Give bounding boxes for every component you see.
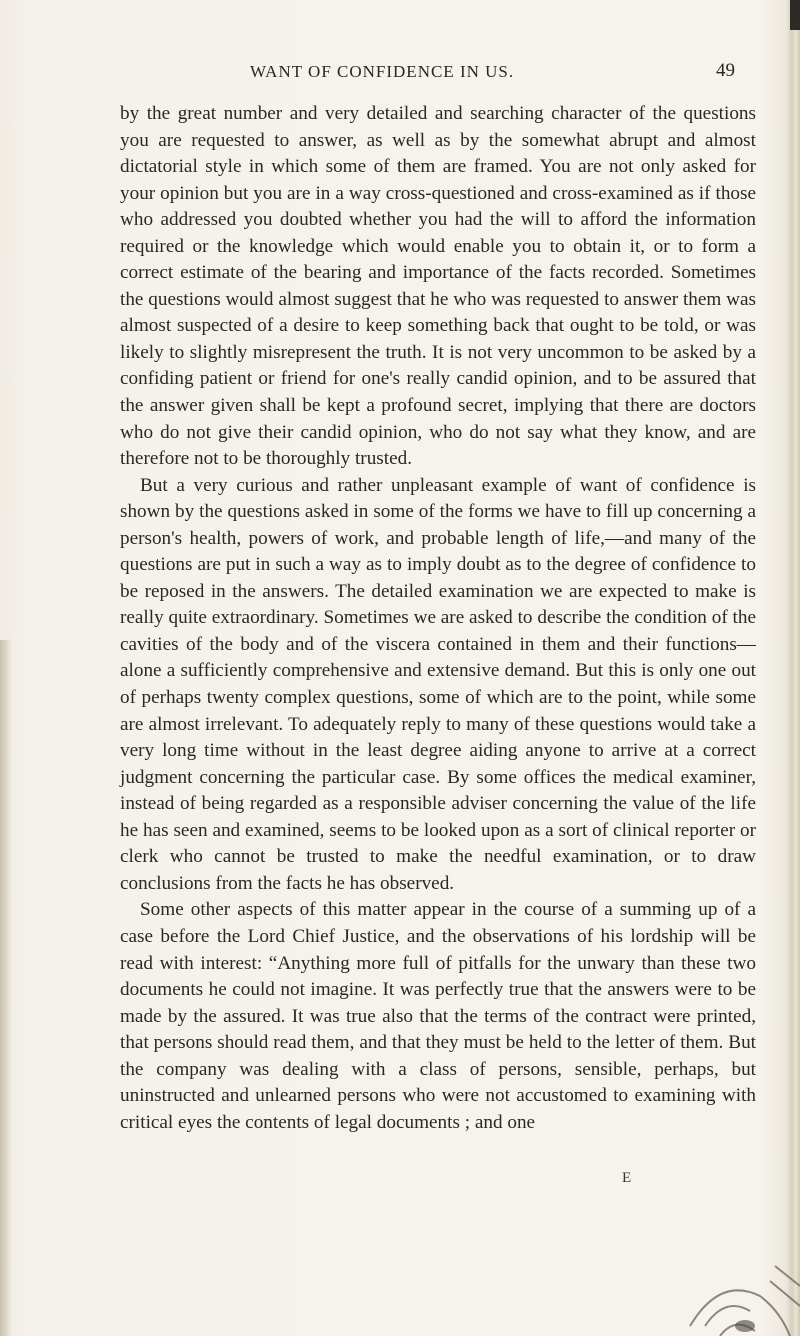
running-head: WANT OF CONFIDENCE IN US. [250,62,515,81]
page-number: 49 [716,60,735,81]
page-gutter-shadow [0,640,12,1336]
body-text [120,101,756,1136]
page-header [0,62,800,92]
paragraph-3: Some other aspects of this matter appear in the course of a summing up of a case before the Lord Chief Justice, and the observations of his lordship will be read with interest: “Anything more full of pitfalls for the unwary than these two documents he could not imagine. It was perfectly true that the answers were to be made by the assured. It was true also that the terms of the contract were printed, that persons should read them, and that they must be held to the letter of them. But the company was dealing with a class of persons, sensible, perhaps, but uninstructed and unlearned persons who were not accustomed to examining with critical eyes the contents of legal documents ; and one [120,899,756,1133]
page-corner [790,0,800,30]
paragraph-1: by the great number and very detailed and searching character of the questions you are requested to answer, as well as by the somewhat abrupt and almost dictatorial style in which some of them are framed. You are not only asked for your opinion but you are in a way cross-questioned and cross-examined as if those who addressed you doubted whether you had the will to afford the information required or the knowledge which would enable you to obtain it, or to form a correct estimate of the bearing and importance of the facts recorded. Sometimes the questions would almost suggest that he who was requested to answer them was almost suspected of a desire to keep something back that ought to be told, or was likely to slightly misrepresent the truth. It is not very uncommon to be asked by a confiding patient or friend for one's really candid opinion, and to be assured that the answer given shall be kept a profound secret, implying that there are doctors who do not give their candid opinion, who do not say what they know, and are therefore not to be thoroughly trusted. [120,103,756,470]
signature-mark: E [622,1170,632,1186]
paragraph-2: But a very curious and rather unpleasant example of want of confidence is shown by the questions asked in some of the forms we have to fill up concerning a person's health, powers of work, and probable length of life,—and many of the questions are put in such a way as to imply doubt as to the degree of confidence to be reposed in the answers. The detailed examination we are expected to make is really quite extraordinary. Sometimes we are asked to describe the condition of the cavities of the body and of the viscera contained in them and their functions—alone a sufficiently comprehensive and extensive demand. But this is only one out of perhaps twenty complex questions, some of which are to the point, while some are almost irrelevant. To adequately reply to many of these questions would take a very long time without in the least degree aiding anyone to arrive at a correct judgment concerning the particular case. By some offices the medical examiner, instead of being regarded as a responsible adviser concerning the value of the life he has seen and examined, seems to be looked upon as a sort of clinical reporter or clerk who cannot be trusted to make the needful examination, or to draw conclusions from the facts he has observed. [120,474,756,894]
page-edge [786,0,800,1336]
library-stamp-icon [650,1186,800,1336]
